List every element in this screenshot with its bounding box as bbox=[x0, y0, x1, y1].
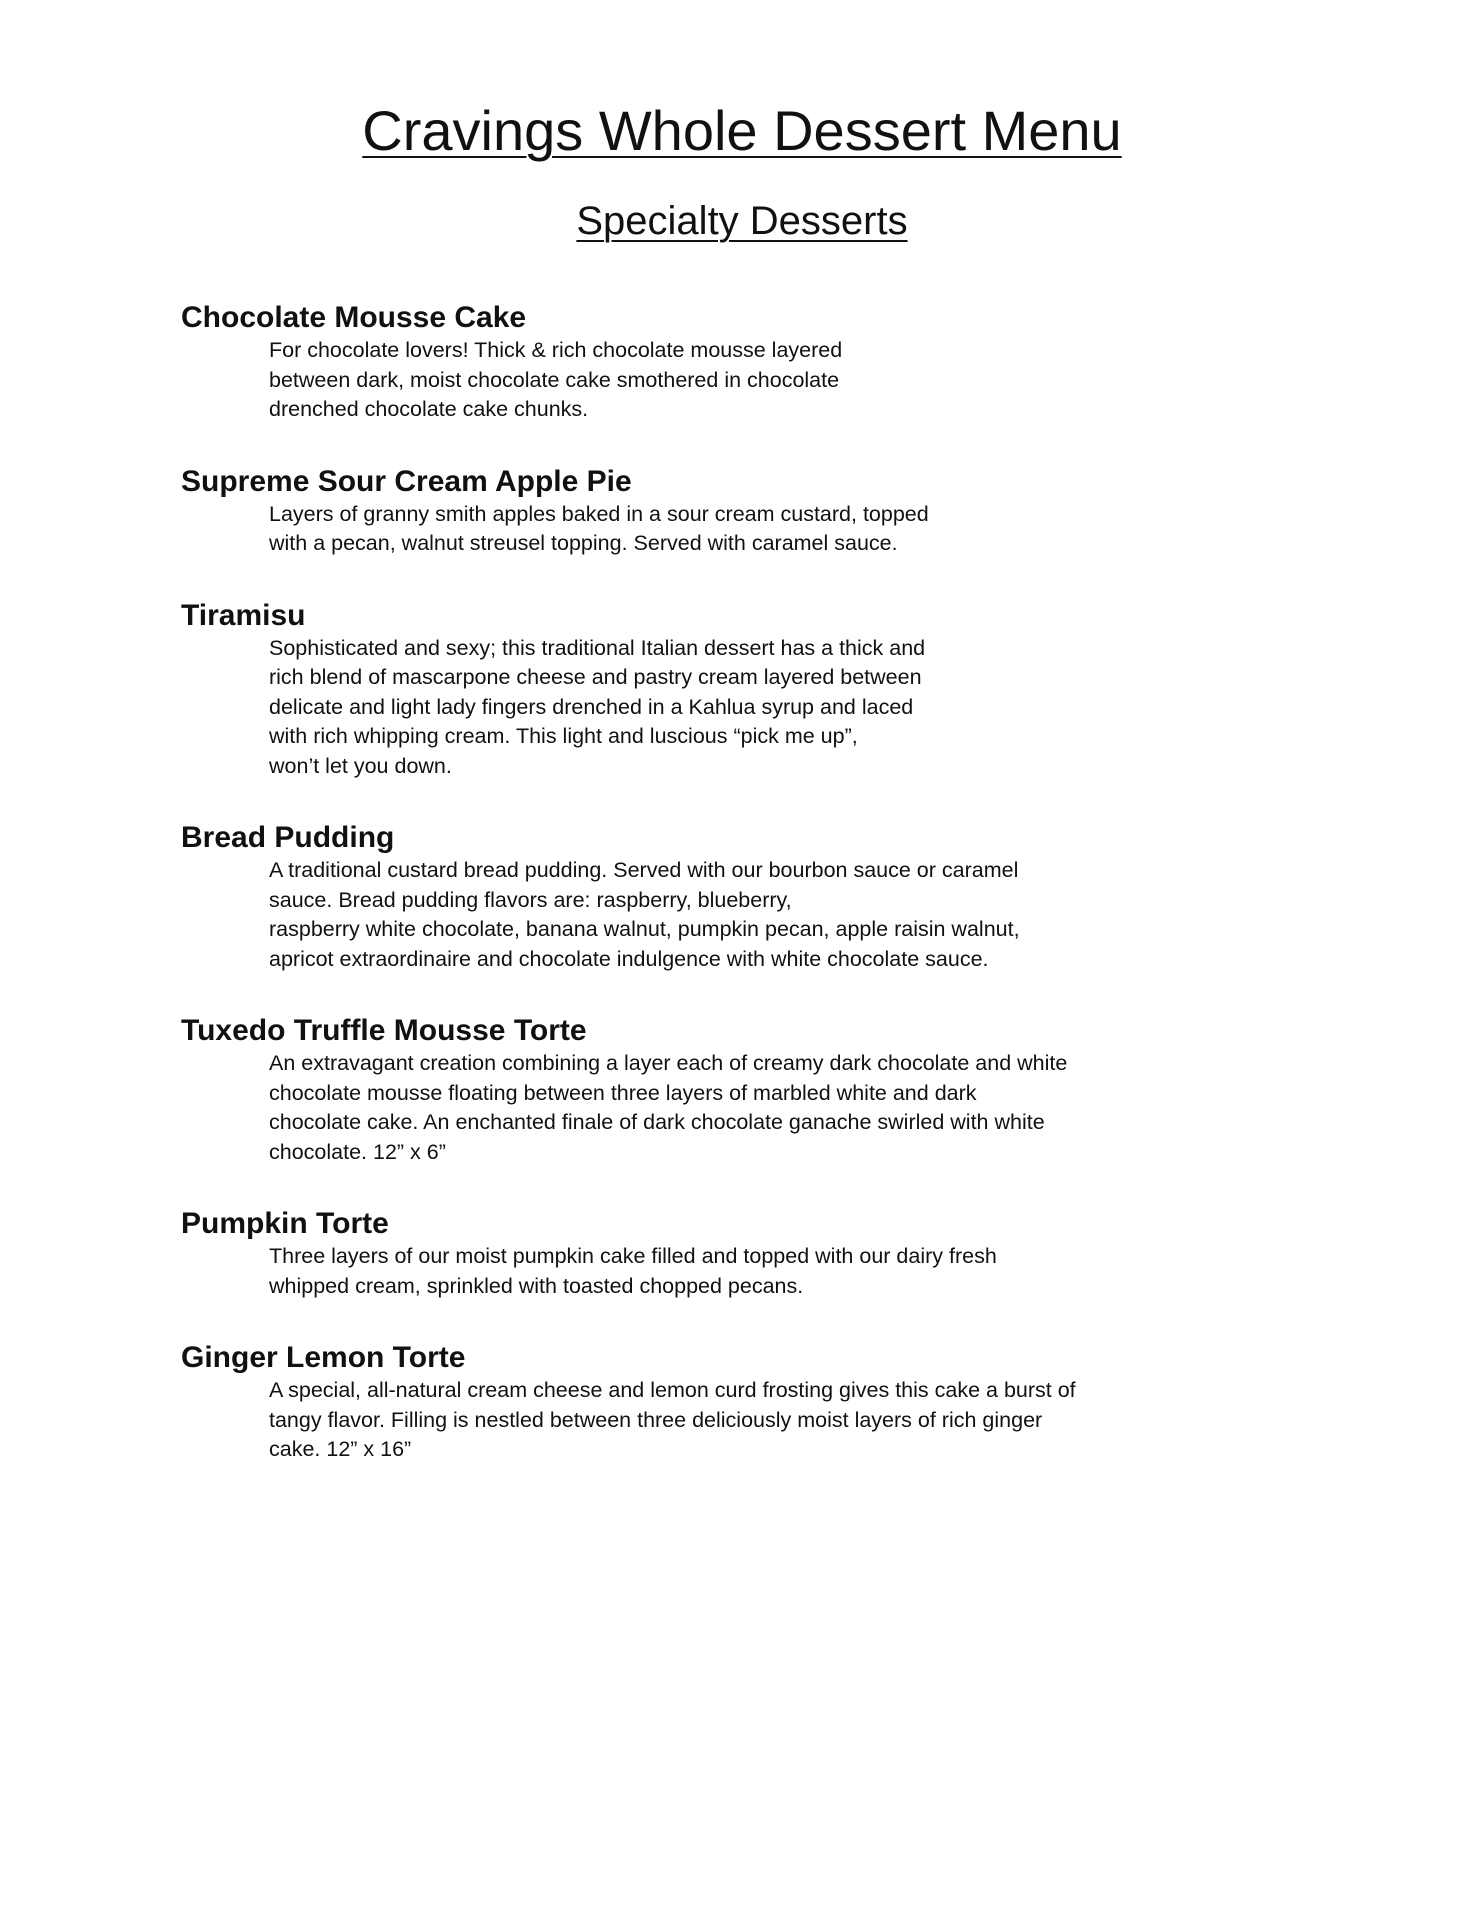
dessert-name: Ginger Lemon Torte bbox=[181, 1341, 466, 1374]
dessert-name: Tiramisu bbox=[181, 598, 306, 632]
dessert-name: Pumpkin Torte bbox=[181, 1207, 389, 1240]
dessert-item bbox=[181, 1206, 1181, 1301]
dessert-description: Layers of granny smith apples baked in a sour cream custard, topped with a pecan, walnut streusel topping. Served with caramel sauce. bbox=[269, 501, 929, 555]
dessert-name: Tuxedo Truffle Mousse Torte bbox=[181, 1014, 587, 1047]
dessert-description: A traditional custard bread pudding. Served with our bourbon sauce or caramel sauce. Bread pudding flavors are: raspberry, blueberry, raspberry white chocolate, banana walnut, pumpkin pecan, apple raisin walnut, apricot extraordinaire and chocolate indulgence with white chocolate sauce. bbox=[269, 858, 1020, 971]
dessert-item bbox=[181, 1013, 1181, 1167]
menu-title-text: Cravings Whole Dessert Menu bbox=[362, 99, 1122, 162]
dessert-item bbox=[181, 820, 1181, 974]
dessert-description: Sophisticated and sexy; this traditional Italian dessert has a thick and rich blend of mascarpone cheese and pastry cream layered between delicate and light lady fingers drenched in a Kahlua syrup and laced with rich whipping cream. This light and luscious “pick me up”, won’t let you down. bbox=[269, 635, 926, 778]
dessert-name: Supreme Sour Cream Apple Pie bbox=[181, 464, 632, 498]
dessert-name: Chocolate Mousse Cake bbox=[181, 301, 527, 334]
dessert-item bbox=[181, 300, 1181, 425]
dessert-description: A special, all-natural cream cheese and lemon curd frosting gives this cake a burst of tangy flavor. Filling is nestled between three deliciously moist layers of rich ginger cake. 12” x 16” bbox=[269, 1378, 1076, 1461]
dessert-name: Bread Pudding bbox=[181, 821, 395, 854]
dessert-item bbox=[181, 464, 1181, 559]
dessert-description: For chocolate lovers! Thick & rich chocolate mousse layered between dark, moist chocolate cake smothered in chocolate drenched chocolate cake chunks. bbox=[269, 338, 843, 421]
dessert-item bbox=[181, 1340, 1181, 1465]
dessert-list bbox=[181, 300, 1181, 1504]
dessert-description: An extravagant creation combining a layer each of creamy dark chocolate and white chocolate mousse floating between three layers of marbled white and dark chocolate cake. An enchanted finale of dark chocolate ganache swirled with white chocolate. 12” x 6” bbox=[269, 1051, 1068, 1164]
section-title-text: Specialty Desserts bbox=[576, 199, 908, 243]
dessert-description: Three layers of our moist pumpkin cake filled and topped with our dairy fresh whipped cream, sprinkled with toasted chopped pecans. bbox=[269, 1244, 997, 1298]
dessert-item bbox=[181, 598, 1181, 782]
menu-title bbox=[0, 95, 1484, 167]
section-title bbox=[0, 195, 1484, 247]
